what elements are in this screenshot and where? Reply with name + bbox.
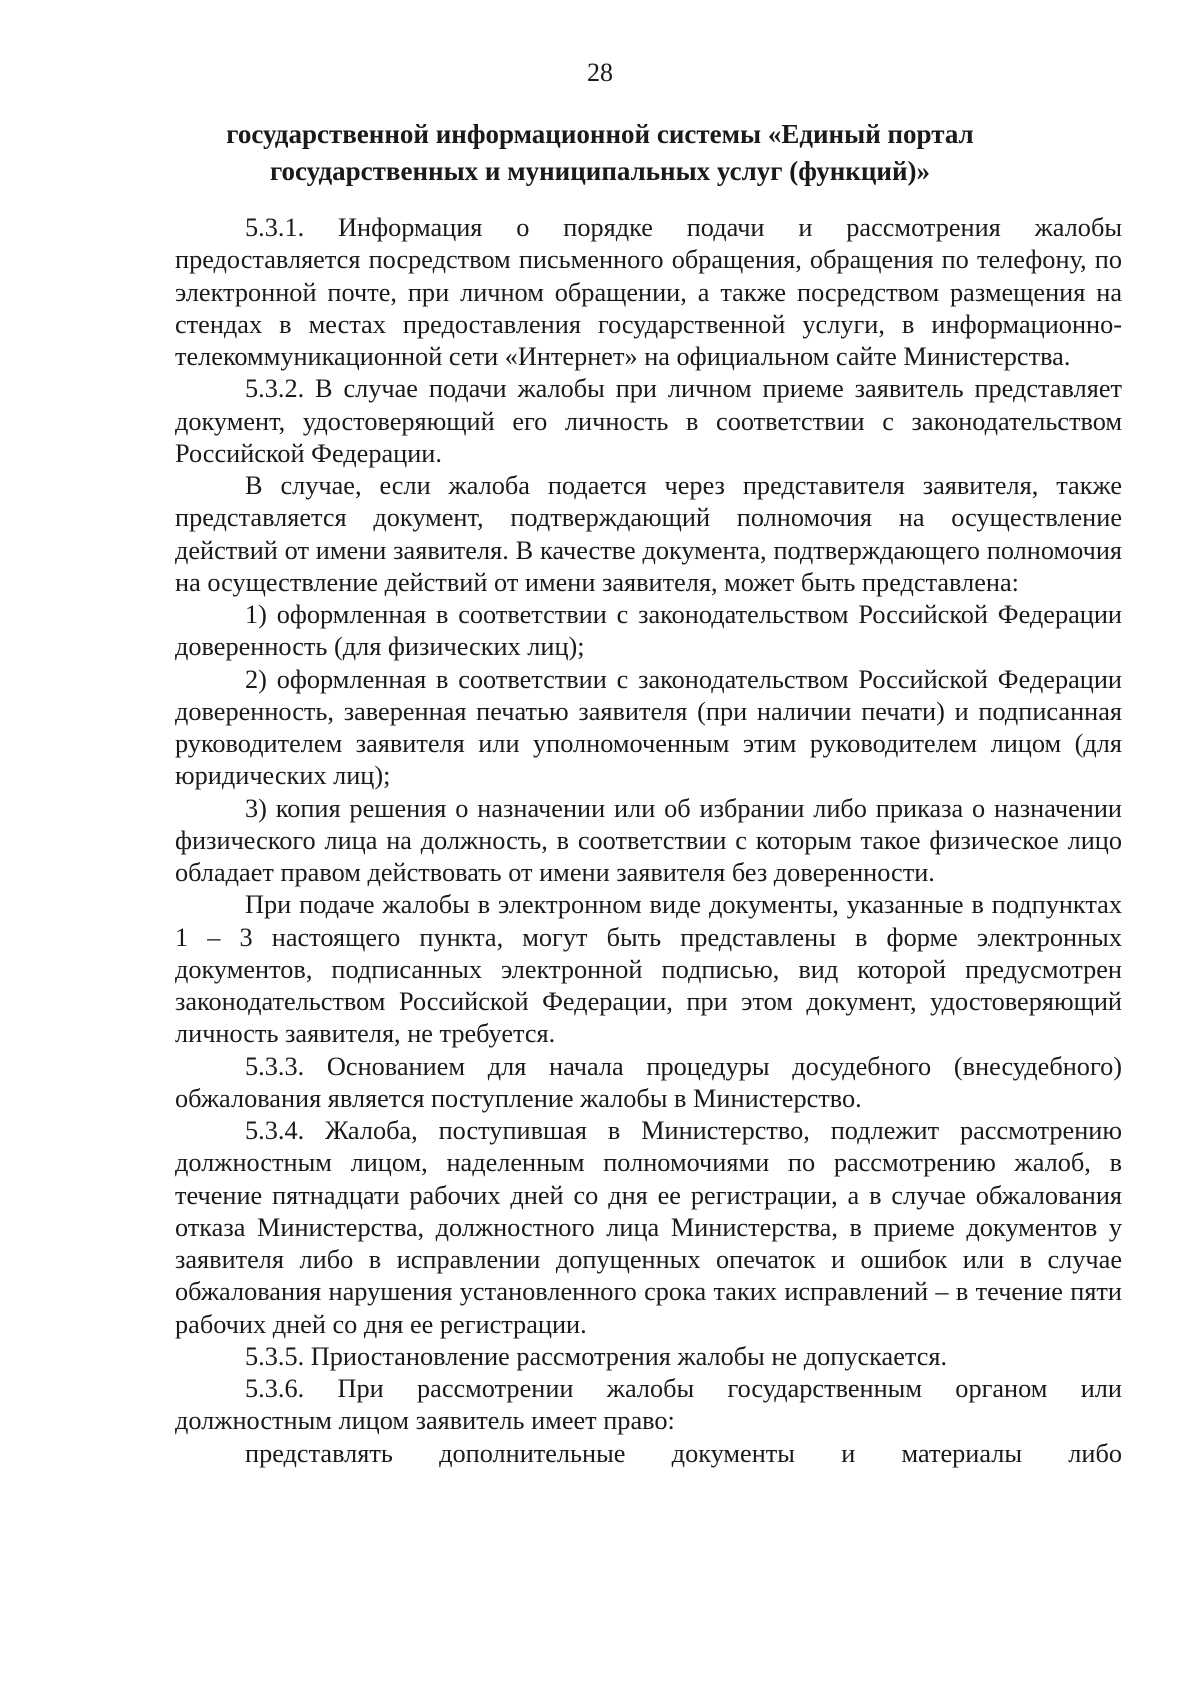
paragraph-electronic-submission: При подаче жалобы в электронном виде документы, указанные в подпунктах 1 – 3 настоящего пункта, могут быть представлены в форме электронных документов, подписанных электронной подписью, вид которой предусмотрен законодательством Российской Федерации, при этом документ, удостоверяющий личность заявителя, не требуется.: [175, 890, 1122, 1049]
document-body: [175, 212, 1122, 1470]
paragraph-5-3-4: 5.3.4. Жалоба, поступившая в Министерство, подлежит рассмотрению должностным лицом, наделенным полномочиями по рассмотрению жалоб, в течение пятнадцати рабочих дней со дня ее регистрации, а в случае обжалования отказа Министерства, должностного лица Министерства, в приеме документов у заявителя либо в исправлении допущенных опечаток и ошибок или в случае обжалования нарушения установленного срока таких исправлений – в течение пяти рабочих дней со дня ее регистрации.: [175, 1116, 1122, 1339]
paragraph-5-3-5: 5.3.5. Приостановление рассмотрения жалобы не допускается.: [245, 1341, 948, 1371]
page-number: 28: [587, 58, 613, 87]
paragraph-continuation: представлять дополнительные документы и материалы либо: [245, 1438, 1122, 1468]
section-heading: [200, 116, 1000, 190]
list-item-3: 3) копия решения о назначении или об избрании либо приказа о назначении физического лица на должность, в соответствии с которым такое физическое лицо обладает правом действовать от имени заявителя без доверенности.: [175, 793, 1122, 887]
paragraph-5-3-6: 5.3.6. При рассмотрении жалобы государственным органом или должностным лицом заявитель имеет право:: [175, 1374, 1122, 1436]
paragraph-5-3-3: 5.3.3. Основанием для начала процедуры досудебного (внесудебного) обжалования является поступление жалобы в Министерство.: [175, 1051, 1122, 1113]
paragraph-5-3-2: 5.3.2. В случае подачи жалобы при личном приеме заявитель представляет документ, удостоверяющий его личность в соответствии с законодательством Российской Федерации.: [175, 374, 1122, 468]
list-item-2: 2) оформленная в соответствии с законодательством Российской Федерации доверенность, заверенная печатью заявителя (при наличии печати) и подписанная руководителем заявителя или уполномоченным этим руководителем лицом (для юридических лиц);: [175, 664, 1122, 791]
section-heading-line: государственной информационной системы «Единый портал: [226, 119, 974, 149]
section-heading-line: государственных и муниципальных услуг (функций)»: [269, 156, 931, 186]
paragraph-5-3-1: 5.3.1. Информация о порядке подачи и рассмотрения жалобы предоставляется посредством письменного обращения, обращения по телефону, по электронной почте, при личном обращении, а также посредством размещения на стендах в местах предоставления государственной услуги, в информационно-телекоммуникационной сети «Интернет» на официальном сайте Министерства.: [175, 213, 1122, 371]
paragraph-representative: В случае, если жалоба подается через представителя заявителя, также представляется документ, подтверждающий полномочия на осуществление действий от имени заявителя. В качестве документа, подтверждающего полномочия на осуществление действий от имени заявителя, может быть представлена:: [175, 471, 1122, 597]
list-item-1: 1) оформленная в соответствии с законодательством Российской Федерации доверенность (для физических лиц);: [175, 600, 1122, 662]
